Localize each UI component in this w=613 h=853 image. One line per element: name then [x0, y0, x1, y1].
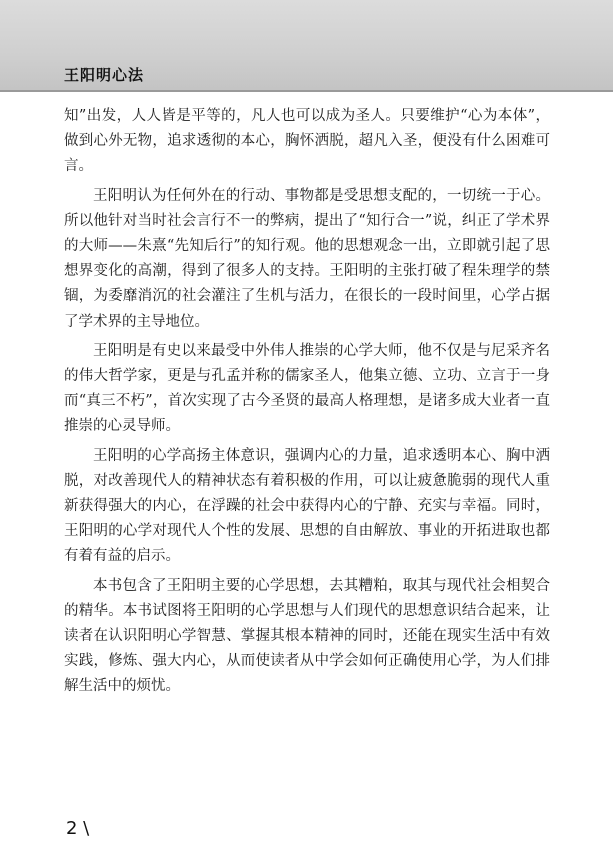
paragraph: 王阳明的心学高扬主体意识，强调内心的力量，追求透明本心、胸中洒脱，对改善现代人的精神状态有着积极的作用，可以让疲惫脆弱的现代人重新获得强大的内心，在浮躁的社会中获得内心的宁静、充实与幸福。同时，王阳明的心学对现代人个性的发展、思想的自由解放、事业的开拓进取也都有着有益的启示。: [64, 447, 550, 565]
paragraph: 王阳明是有史以来最受中外伟人推崇的心学大师，他不仅是与尼采齐名的伟大哲学家，更是与孔孟并称的儒家圣人，他集立德、立功、立言于一身而“真三不朽”，首次实现了古今圣贤的最高人格理想，是诸多成大业者一直推崇的心灵导师。: [64, 342, 550, 435]
running-title: 王阳明心法: [64, 66, 145, 84]
paragraph: 知”出发，人人皆是平等的，凡人也可以成为圣人。只要维护“心为本体”，做到心外无物，追求透彻的本心，胸怀洒脱，超凡入圣，便没有什么困难可言。: [64, 108, 550, 175]
paragraph: 王阳明认为任何外在的行动、事物都是受思想支配的，一切统一于心。所以他针对当时社会言行不一的弊病，提出了“知行合一”说，纠正了学术界的大师——朱熹“先知后行”的知行观。他的思想观念一出，立即就引起了思想界变化的高潮，得到了很多人的支持。王阳明的主张打破了程朱理学的禁锢，为委靡消沉的社会灌注了生机与活力，在很长的一段时间里，心学占据了学术界的主导地位。: [64, 187, 550, 330]
page-header: [0, 0, 613, 92]
header-divider: [0, 90, 613, 92]
page-number: 2 \: [66, 818, 90, 839]
body-text: [64, 104, 550, 704]
paragraph: 本书包含了王阳明主要的心学思想，去其糟粕，取其与现代社会相契合的精华。本书试图将王阳明的心学思想与人们现代的思想意识结合起来，让读者在认识阳明心学智慧、掌握其根本精神的同时，还能在现实生活中有效实践，修炼、强大内心，从而使读者从中学会如何正确使用心学，为人们排解生活中的烦忧。: [64, 577, 550, 695]
